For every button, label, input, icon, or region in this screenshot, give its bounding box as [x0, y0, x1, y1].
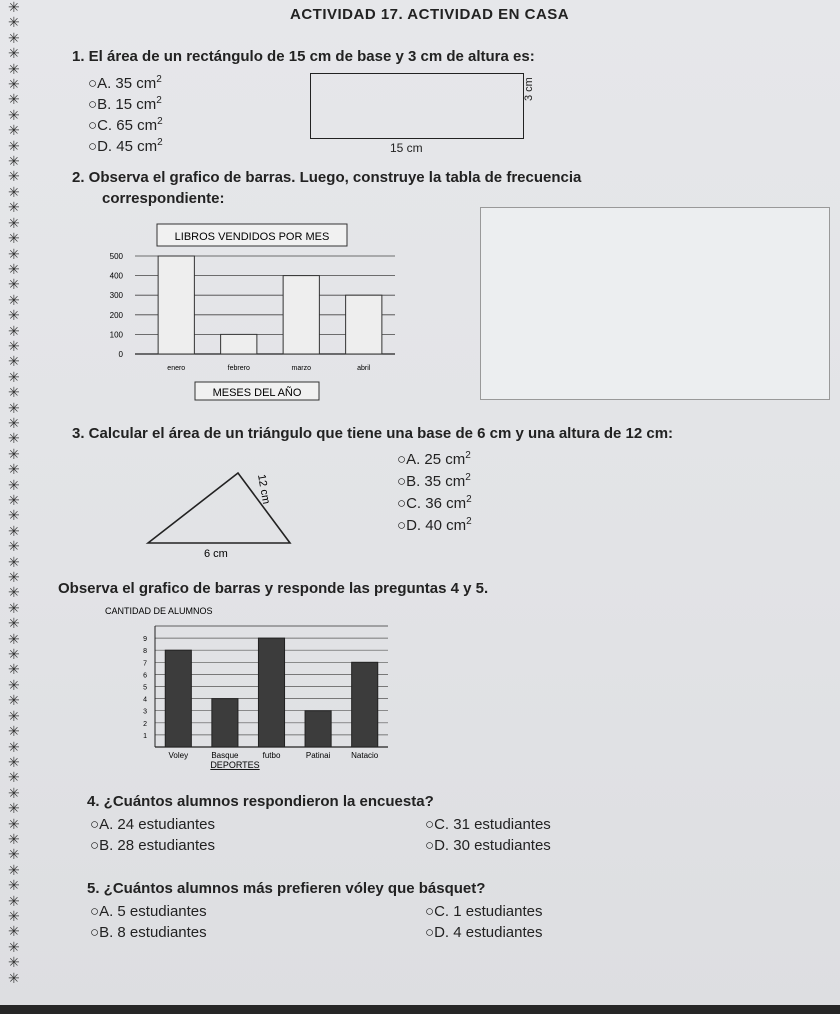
- x-tick-label: Natacio: [351, 751, 379, 760]
- y-tick-label: 4: [143, 696, 147, 704]
- x-tick-label: febrero: [227, 365, 250, 372]
- q1-option-d[interactable]: ○D. 45 $cm^2$: [88, 137, 163, 155]
- bar-Basque: [212, 699, 238, 747]
- bottom-edge: [0, 1005, 840, 1014]
- q1-option-b[interactable]: ○B. 15 $cm^2$: [88, 95, 162, 113]
- q4-option-c[interactable]: ○C. 31 estudiantes: [425, 816, 551, 833]
- triangle-base-label: 6 cm: [204, 548, 228, 560]
- chart-title: LIBROS VENDIDOS POR MES: [174, 231, 330, 243]
- q3-option-a[interactable]: ○A. 25 $cm^2$: [397, 450, 471, 468]
- triangle-height-label: 12 cm: [255, 473, 273, 506]
- y-tick-label: 200: [109, 310, 123, 320]
- y-tick-label: 400: [109, 271, 123, 281]
- bar-futbo: [258, 638, 284, 747]
- y-tick-label: 3: [143, 708, 147, 716]
- q3-option-c[interactable]: ○C. 36 $cm^2$: [397, 494, 472, 512]
- margin-stars: ✳ ✳ ✳ ✳ ✳ ✳ ✳ ✳ ✳ ✳ ✳ ✳ ✳ ✳ ✳ ✳ ✳ ✳ ✳ ✳ ✳ ✳ ✳ ✳ ✳ ✳ ✳ ✳ ✳ ✳ ✳ ✳ ✳ ✳ ✳ ✳ ✳ ✳ ✳ ✳ ✳ ✳ ✳ ✳ ✳ ✳ ✳ ✳ ✳ ✳ ✳ ✳ ✳ ✳ ✳ ✳ ✳ ✳ ✳ ✳ ✳ ✳ ✳ ✳: [8, 0, 20, 986]
- y-tick-label: 0: [118, 350, 123, 359]
- question-3: 3. Calcular el área de un triángulo que tiene una base de 6 cm y una altura de 12 cm:: [72, 425, 674, 442]
- page-title: ACTIVIDAD 17. ACTIVIDAD EN CASA: [290, 6, 570, 23]
- question-5: 5. ¿Cuántos alumnos más prefieren vóley que básquet?: [87, 880, 486, 897]
- question-4: 4. ¿Cuántos alumnos respondieron la encuesta?: [87, 793, 434, 810]
- bar-Natacio: [352, 662, 378, 747]
- q1-option-a[interactable]: ○A. 35 $cm^2$: [88, 74, 162, 92]
- question-2-line1: 2. Observa el grafico de barras. Luego, construye la tabla de frecuencia: [72, 169, 582, 186]
- y-tick-label: 8: [143, 648, 147, 656]
- x-tick-label: Basque: [211, 751, 239, 760]
- question-2-line2: correspondiente:: [102, 190, 225, 207]
- y-tick-label: 9: [143, 636, 147, 644]
- y-tick-label: 2: [143, 720, 147, 728]
- bar-Voley: [165, 650, 191, 747]
- bar-Patinai: [305, 711, 331, 747]
- q4-option-b[interactable]: ○B. 28 estudiantes: [90, 837, 215, 854]
- q5-option-a[interactable]: ○A. 5 estudiantes: [90, 903, 207, 920]
- bar-febrero: [221, 334, 257, 354]
- y-tick-label: 100: [109, 330, 123, 340]
- y-tick-label: 6: [143, 672, 147, 680]
- frequency-table-box[interactable]: [480, 207, 830, 400]
- x-tick-label: futbo: [262, 751, 281, 760]
- q3-option-d[interactable]: ○D. 40 $cm^2$: [397, 516, 472, 534]
- q4-option-d[interactable]: ○D. 30 estudiantes: [425, 837, 551, 854]
- q4-option-a[interactable]: ○A. 24 estudiantes: [90, 816, 215, 833]
- bar-abril: [346, 295, 382, 354]
- y-tick-label: 1: [143, 732, 147, 740]
- rectangle-base-label: 15 cm: [390, 141, 423, 155]
- question-1: 1. El área de un rectángulo de 15 cm de base y 3 cm de altura es:: [72, 48, 535, 65]
- chart-libros: [95, 222, 415, 402]
- x-tick-label: abril: [357, 365, 371, 372]
- q5-option-c[interactable]: ○C. 1 estudiantes: [425, 903, 543, 920]
- x-tick-label: marzo: [291, 365, 311, 372]
- instruction-4-5: Observa el grafico de barras y responde las preguntas 4 y 5.: [58, 580, 489, 597]
- x-tick-label: enero: [167, 365, 186, 372]
- rectangle-height-label: 3 cm: [523, 77, 535, 101]
- q5-option-b[interactable]: ○B. 8 estudiantes: [90, 924, 207, 941]
- x-tick-label: Patinai: [305, 751, 331, 760]
- y-tick-label: 500: [109, 252, 123, 261]
- y-tick-label: 7: [143, 660, 147, 668]
- q3-option-b[interactable]: ○B. 35 $cm^2$: [397, 472, 471, 490]
- bar-marzo: [283, 276, 319, 354]
- triangle-figure: [140, 465, 310, 565]
- y-tick-label: 300: [109, 291, 123, 301]
- rectangle-figure: [310, 73, 524, 139]
- chart-xlabel: DEPORTES: [210, 760, 260, 770]
- y-tick-label: 5: [143, 684, 147, 692]
- q1-option-c[interactable]: ○C. 65 $cm^2$: [88, 116, 163, 134]
- x-tick-label: Voley: [168, 751, 189, 760]
- chart-xlabel: MESES DEL AÑO: [212, 387, 302, 399]
- q5-option-d[interactable]: ○D. 4 estudiantes: [425, 924, 543, 941]
- chart-title-line: CANTIDAD DE ALUMNOS: [105, 606, 213, 616]
- chart-alumnos: [95, 600, 405, 775]
- bar-enero: [158, 256, 194, 354]
